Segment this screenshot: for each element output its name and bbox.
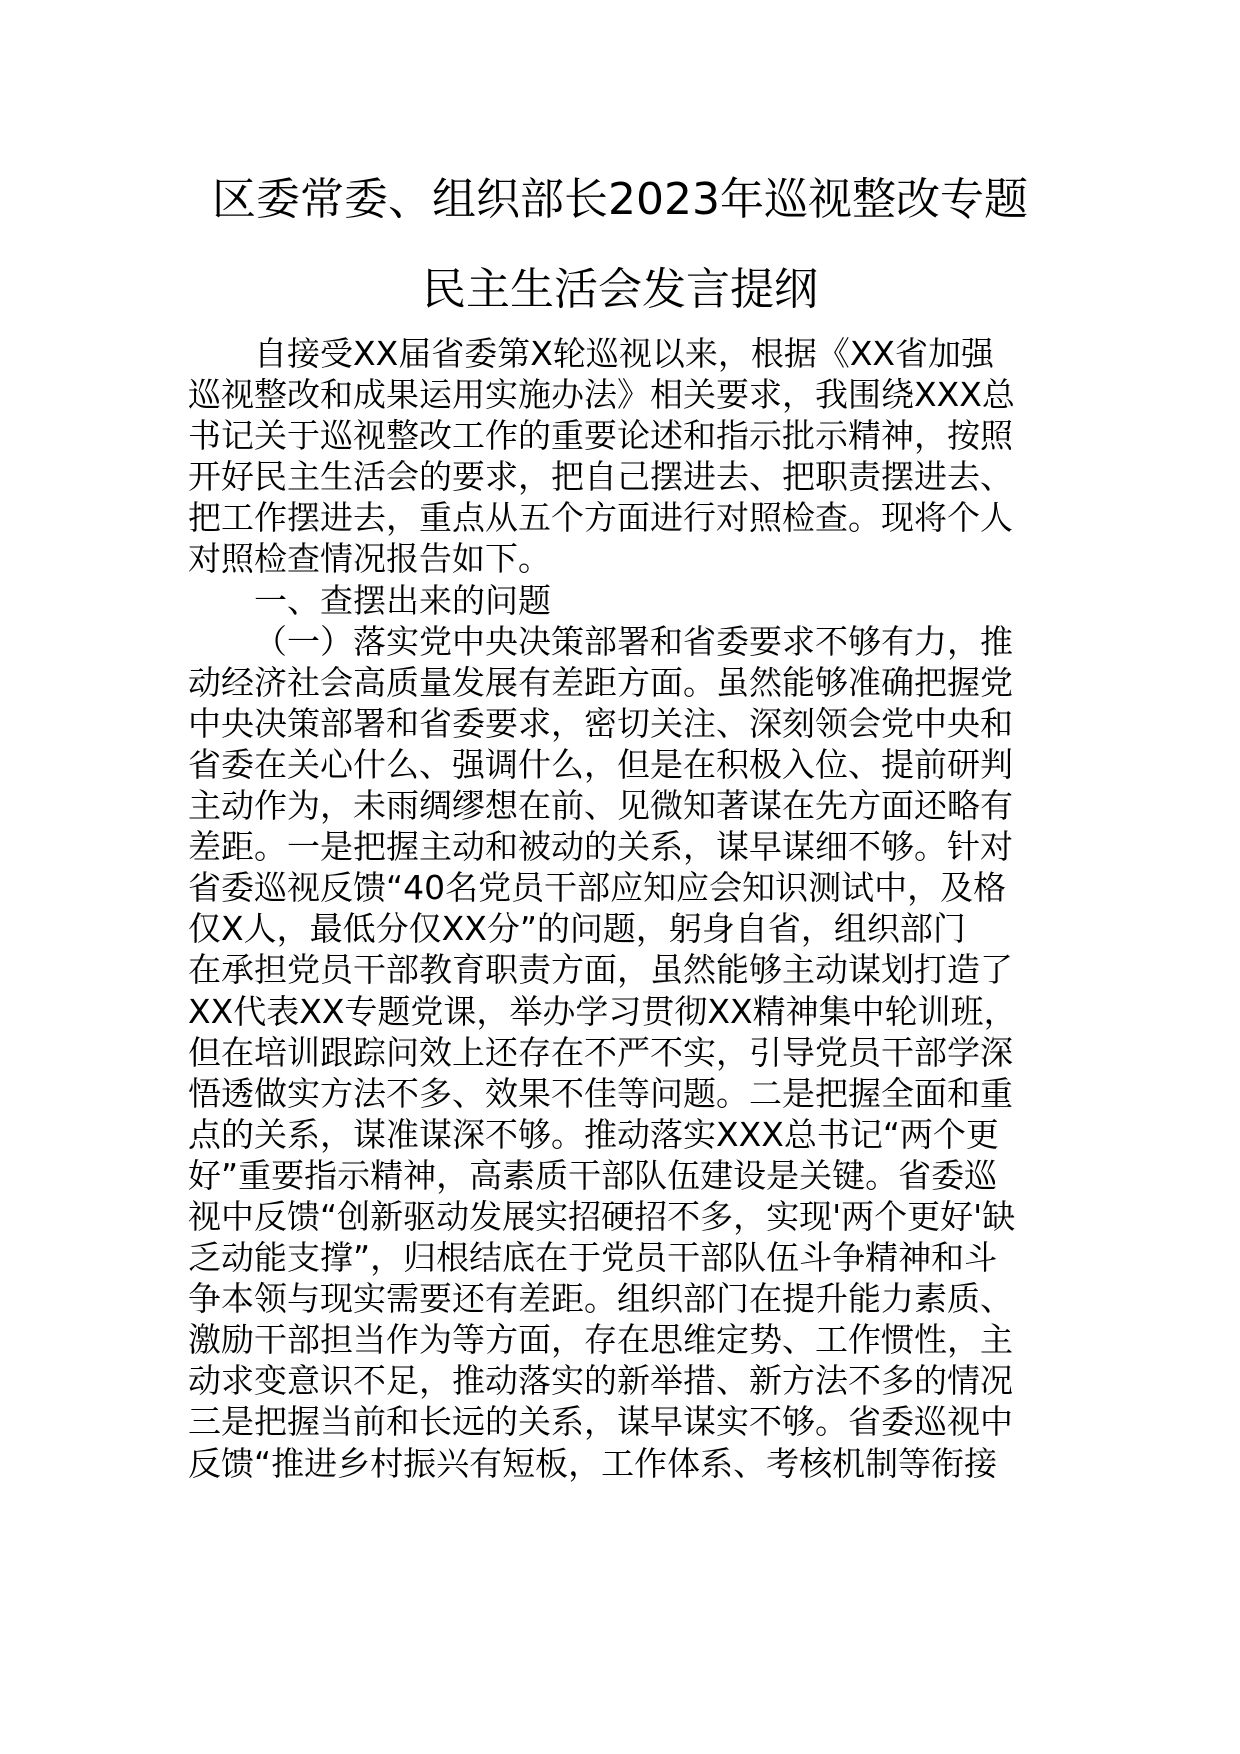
body-text-line: 省委在关心什么、强调什么，但是在积极入位、提前研判 xyxy=(188,744,1013,784)
body-text-line: 自接受XX届省委第X轮巡视以来，根据《XX省加强 xyxy=(254,334,995,373)
document-body xyxy=(188,333,1068,1484)
body-text-line: 一、查摆出来的问题 xyxy=(254,580,551,620)
body-text-line: 仅X人，最低分仅XX分”的问题，躬身自省，组织部门 xyxy=(188,909,966,949)
body-text-line: 悟透做实方法不多、效果不佳等问题。二是把握全面和重 xyxy=(188,1073,1013,1113)
body-text-line: 中央决策部署和省委要求，密切关注、深刻领会党中央和 xyxy=(188,703,1013,743)
body-text-line: 点的关系，谋准谋深不够。推动落实XXX总书记“两个更 xyxy=(188,1114,999,1154)
body-text-line: 激励干部担当作为等方面，存在思维定势、工作惯性，主 xyxy=(188,1320,1013,1360)
body-text-line: 乏动能支撑”，归根结底在于党员干部队伍斗争精神和斗 xyxy=(188,1238,998,1278)
body-text-line: 三是把握当前和长远的关系，谋早谋实不够。省委巡视中 xyxy=(188,1402,1013,1442)
document-title-line-2: 民主生活会发言提纲 xyxy=(422,264,818,315)
body-text-line: 好”重要指示精神，高素质干部队伍建设是关键。省委巡 xyxy=(188,1155,998,1195)
body-text-line: XX代表XX专题党课，举办学习贯彻XX精神集中轮训班， xyxy=(188,991,1017,1031)
body-text-line: 主动作为，未雨绸缪想在前、见微知著谋在先方面还略有 xyxy=(188,786,1013,826)
body-text-line: 巡视整改和成果运用实施办法》相关要求，我围绕XXX总 xyxy=(188,375,1015,415)
body-text-line: 省委巡视反馈“40名党员干部应知应会知识测试中，及格 xyxy=(188,868,1007,908)
body-text-line: 把工作摆进去，重点从五个方面进行对照检查。现将个人 xyxy=(188,498,1013,538)
body-text-line: 开好民主生活会的要求，把自己摆进去、把职责摆进去、 xyxy=(188,457,1013,497)
body-text-line: （一）落实党中央决策部署和省委要求不够有力，推 xyxy=(254,621,1013,661)
body-text-line: 对照检查情况报告如下。 xyxy=(188,539,551,579)
body-text-line: 在承担党员干部教育职责方面，虽然能够主动谋划打造了 xyxy=(188,950,1013,990)
body-text-line: 动经济社会高质量发展有差距方面。虽然能够准确把握党 xyxy=(188,662,1013,702)
body-text-line: 反馈“推进乡村振兴有短板，工作体系、考核机制等衔接 xyxy=(188,1443,998,1483)
body-text-line: 书记关于巡视整改工作的重要论述和指示批示精神，按照 xyxy=(188,416,1013,456)
body-text-line: 争本领与现实需要还有差距。组织部门在提升能力素质、 xyxy=(188,1279,1013,1319)
document-title-line-1: 区委常委、组织部长2023年巡视整改专题 xyxy=(212,174,1028,225)
body-text-line: 视中反馈“创新驱动发展实招硬招不多，实现'两个更好'缺 xyxy=(188,1196,1016,1236)
body-text-line: 但在培训跟踪问效上还存在不严不实，引导党员干部学深 xyxy=(188,1032,1013,1072)
body-text-line: 差距。一是把握主动和被动的关系，谋早谋细不够。针对 xyxy=(188,827,1013,867)
body-text-line: 动求变意识不足，推动落实的新举措、新方法不多的情况 xyxy=(188,1361,1013,1401)
